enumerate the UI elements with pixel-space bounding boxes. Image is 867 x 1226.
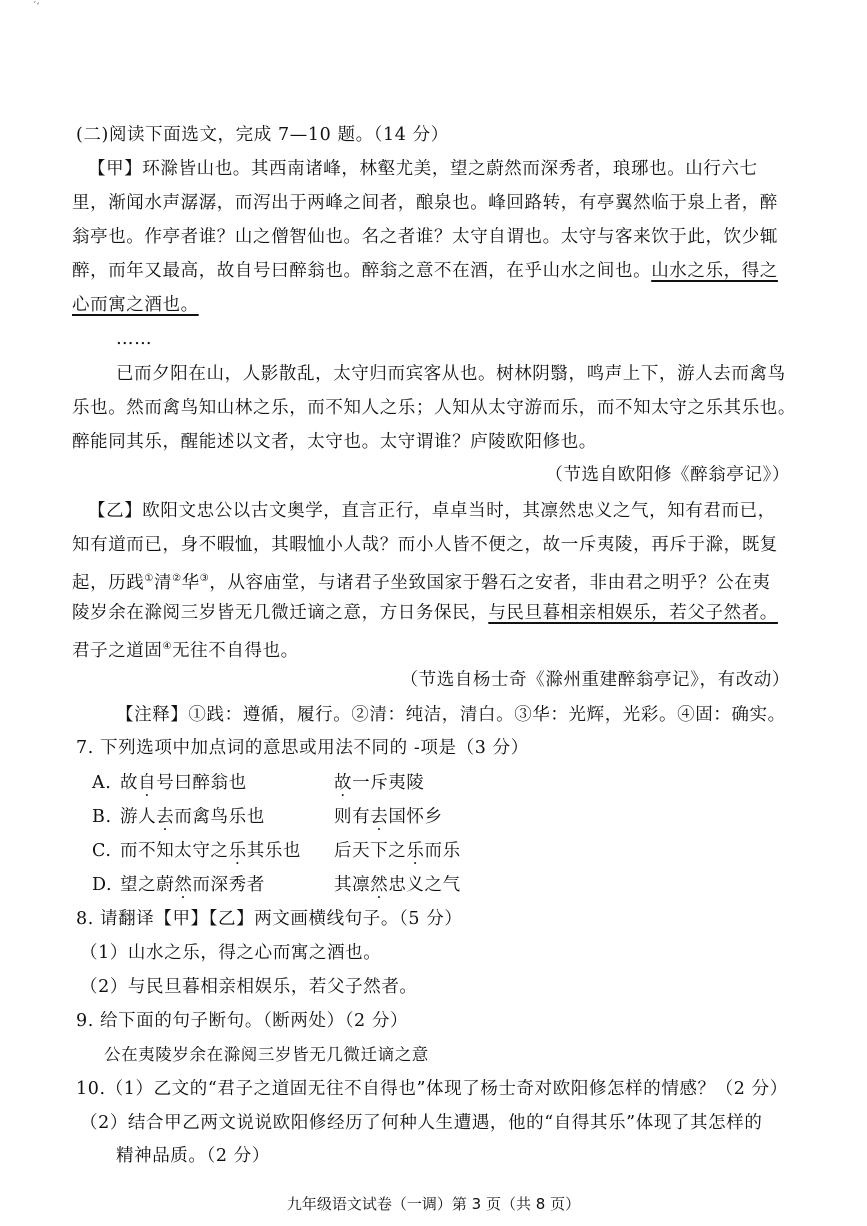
corner-mark: ´‘: [32, 2, 40, 12]
option-label: C.: [92, 841, 112, 861]
yi-line-3-d: ，从容庙堂，与诸君子坐致国家于磐石之安者，非由君之明乎？公在夷: [209, 572, 771, 593]
dotted-word: 去: [370, 807, 389, 827]
dotted-word: 故: [334, 773, 353, 793]
option-text: 一斥夷陵: [352, 773, 425, 793]
note-marker-3: ③: [199, 573, 210, 584]
dotted-word: 自: [138, 773, 157, 793]
jia-line-4: [72, 260, 802, 282]
yi-line-4: [72, 602, 802, 624]
q7-option-d: [92, 874, 822, 896]
yi-source: （节选自杨士奇《滁州重建醉翁亭记》，有改动）: [400, 670, 790, 690]
option-text: 忠义之气: [388, 875, 461, 895]
yi-underlined-sentence: 与民旦暮相亲相娱乐，若父子然者。: [488, 603, 778, 623]
yi-line-3: [72, 568, 802, 594]
yi-line-1: 【乙】欧阳文忠公以古文奥学，直言正行，卓卓当时，其凛然忠义之气，知有君而已，: [88, 501, 776, 521]
q9-sentence: 公在夷陵岁余在滁阅三岁皆无几微迁谪之意: [104, 1045, 429, 1064]
option-text: 而深秀者: [192, 875, 265, 895]
jia-para2-line-2: 乐也。然而禽鸟知山林之乐，而不知人之乐；人知从太守游而乐，而不知太守之乐其乐也。: [72, 398, 796, 418]
jia-line-2: 里，渐闻水声潺潺，而泻出于两峰之间者，酿泉也。峰回路转，有亭翼然临于泉上者，醉: [72, 193, 778, 213]
question-10-item-1: 10.（1）乙文的“君子之道固无往不自得也”体现了杨士奇对欧阳修怎样的情感？（2 分）: [76, 1079, 788, 1099]
option-text: 故: [120, 773, 139, 793]
option-text: 则有: [334, 807, 371, 827]
option-text: 而禽鸟乐也: [174, 807, 265, 827]
note-marker-4: ④: [162, 641, 173, 652]
option-label: B.: [92, 807, 112, 827]
jia-underlined-sentence-part1: 山水之乐，得之: [651, 261, 778, 281]
jia-line-5: [72, 294, 802, 316]
option-text: 而乐: [424, 841, 461, 861]
dotted-word: 然: [174, 875, 193, 895]
jia-ellipsis: ……: [116, 329, 153, 349]
jia-source: （节选自欧阳修《醉翁亭记》）: [545, 465, 790, 485]
jia-para2-line-3: 醉能同其乐，醒能述以文者，太守也。太守谓谁？庐陵欧阳修也。: [72, 432, 597, 452]
option-label: A.: [92, 773, 112, 793]
jia-para2-line-1: 已而夕阳在山，人影散乱，太守归而宾客从也。树林阴翳，鸣声上下，游人去而禽鸟: [116, 364, 786, 384]
option-text: 其乐也: [246, 841, 302, 861]
question-10-item-2-line-2: 精神品质。（2 分）: [116, 1146, 270, 1166]
q8-item-1: （1）山水之乐，得之心而寓之酒也。: [80, 943, 382, 963]
note-marker-1: ①: [144, 573, 154, 584]
yi-line-3-b: 清: [153, 572, 173, 593]
question-9-stem: 9. 给下面的句子断句。（断两处）（2 分）: [76, 1011, 409, 1031]
option-text: 号曰醉翁也: [156, 773, 247, 793]
q8-item-2: （2）与民旦暮相亲相娱乐，若父子然者。: [80, 977, 418, 997]
option-text: 国怀乡: [388, 807, 443, 827]
dotted-word: 乐: [406, 841, 425, 861]
jia-underlined-sentence-part2: 心而寓之酒也。: [72, 295, 199, 315]
section-heading: (二)阅读下面选文，完成 7—10 题。（14 分）: [76, 125, 449, 145]
question-10-item-2-line-1: （2）结合甲乙两文说说欧阳修经历了何种人生遭遇，他的“自得其乐”体现了其怎样的: [80, 1113, 763, 1133]
yi-line-3-a: 起，历践: [72, 572, 145, 593]
yi-line-5: [72, 636, 802, 662]
dotted-word: 然: [370, 875, 389, 895]
yi-line-4-text: 陵岁余在滁阅三岁皆无几微迁谪之意，方日务保民，: [72, 603, 489, 623]
page-footer: 九年级语文试卷（一调）第 3 页（共 8 页）: [286, 1195, 581, 1213]
question-8-stem: 8. 请翻译【甲】【乙】两文画横线句子。（5 分）: [76, 909, 463, 929]
option-label: D.: [92, 875, 113, 895]
q7-option-c: [92, 840, 822, 862]
dotted-word: 乐: [228, 841, 247, 861]
option-text: 其凛: [334, 875, 371, 895]
option-text: 望之蔚: [120, 875, 175, 895]
yi-line-3-c: 华: [181, 572, 200, 593]
jia-line-1: 【甲】环滁皆山也。其西南诸峰，林壑尤美，望之蔚然而深秀者，琅琊也。山行六七: [88, 159, 758, 179]
question-7-stem: 7. 下列选项中加点词的意思或用法不同的 -项是（3 分）: [76, 738, 529, 758]
yi-line-5-b: 无往不自得也。: [172, 640, 299, 661]
option-text: 后天下之: [334, 841, 407, 861]
yi-line-2: 知有道而已，身不暇恤，其暇恤小人哉？而小人皆不便之，故一斥夷陵，再斥于滁，既复: [72, 535, 778, 555]
note-marker-2: ②: [172, 573, 182, 584]
dotted-word: 去: [156, 807, 175, 827]
q7-option-b: [92, 806, 822, 828]
option-text: 而不知太守之: [120, 841, 229, 861]
yi-line-5-a: 君子之道固: [72, 640, 163, 661]
jia-line-3: 翁亭也。作亭者谁？山之僧智仙也。名之者谁？太守自谓也。太守与客来饮于此，饮少辄: [72, 227, 778, 247]
jia-line-4-text: 醉，而年又最高，故自号曰醉翁也。醉翁之意不在酒，在乎山水之间也。: [72, 261, 652, 281]
annotations: 【注释】①践：遵循，履行。②清：纯洁，清白。③华：光辉，光彩。④固：确实。: [116, 705, 786, 725]
q7-option-a: [92, 772, 822, 794]
option-text: 游人: [120, 807, 157, 827]
